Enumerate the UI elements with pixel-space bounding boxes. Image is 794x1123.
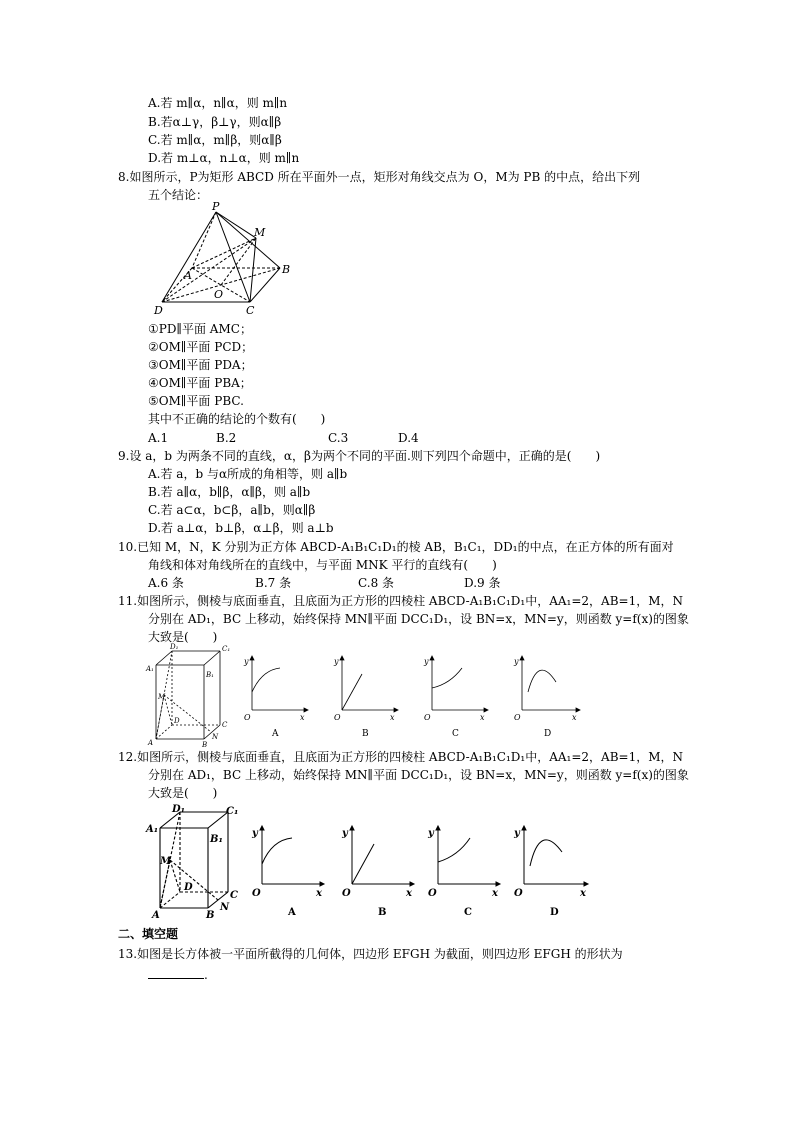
q8-stem-line2: 五个结论： bbox=[148, 188, 209, 202]
q12-graph-c bbox=[424, 822, 504, 920]
q10-option-d: D.9 条 bbox=[464, 576, 501, 590]
q8-stem-line1: 8.如图所示，P为矩形 ABCD 所在平面外一点，矩形对角线交点为 O，M为 PB 的中点，给出下列 bbox=[118, 170, 641, 184]
q10-option-c: C.8 条 bbox=[358, 576, 395, 590]
q12-label-m: M bbox=[160, 856, 172, 867]
q11-stem-line2: 分别在 AD₁，BC 上移动，始终保持 MN∥平面 DCC₁D₁，设 BN=x，MN=y，则函数 y=f(x)的图象 bbox=[148, 612, 689, 626]
q11-prism-figure bbox=[144, 643, 234, 747]
q11-stem-line3: 大致是( ) bbox=[148, 630, 218, 644]
q12-gb-label: B bbox=[378, 907, 387, 918]
q11-ga-label: A bbox=[272, 729, 279, 738]
q12-gd-x: x bbox=[580, 888, 586, 899]
q11-label-d1: D₁ bbox=[170, 643, 179, 651]
q12-label-a1: A₁ bbox=[146, 824, 159, 835]
q7-option-c: C.若 m∥α，m∥β，则α∥β bbox=[148, 133, 282, 147]
q12-gb-y: y bbox=[342, 828, 348, 839]
q12-gd-y: y bbox=[514, 828, 520, 839]
q11-gc-o: O bbox=[424, 713, 431, 722]
q12-gc-y: y bbox=[428, 828, 434, 839]
q11-gd-o: O bbox=[514, 713, 521, 722]
q11-ga-o: O bbox=[244, 713, 251, 722]
q8-option-c: C.3 bbox=[328, 431, 349, 445]
q12-gb-x: x bbox=[406, 888, 412, 899]
q8-conclusion-1: ①PD∥平面 AMC； bbox=[148, 322, 252, 336]
q8-conclusion-3: ③OM∥平面 PDA； bbox=[148, 358, 253, 372]
q12-label-d1: D₁ bbox=[172, 804, 186, 815]
q11-graph-c bbox=[420, 652, 490, 738]
q11-label-a: A bbox=[148, 739, 154, 747]
q12-gd-label: D bbox=[550, 907, 559, 918]
label-d: D bbox=[154, 304, 163, 317]
q10-option-b: B.7 条 bbox=[255, 576, 292, 590]
q13-answer-line bbox=[148, 966, 208, 983]
q11-label-c1: C₁ bbox=[222, 645, 231, 653]
q9-option-a: A.若 a，b 与α所成的角相等，则 a∥b bbox=[148, 467, 348, 481]
q8-option-b: B.2 bbox=[216, 431, 237, 445]
q8-question: 其中不正确的结论的个数有( ) bbox=[148, 412, 326, 426]
q9-option-b: B.若 a∥α，b∥β，α∥β，则 a∥b bbox=[148, 485, 311, 499]
q8-conclusion-4: ④OM∥平面 PBA； bbox=[148, 376, 252, 390]
q8-option-d: D.4 bbox=[398, 431, 419, 445]
q11-gb-y: y bbox=[334, 657, 339, 666]
q7-option-d: D.若 m⊥α，n⊥α，则 m∥n bbox=[148, 151, 300, 165]
q12-graph-b bbox=[338, 822, 418, 920]
q11-gd-label: D bbox=[544, 729, 552, 738]
q13-stem-line1: 13.如图是长方体被一平面所截得的几何体，四边形 EFGH 为截面，则四边形 EFGH 的形状为 bbox=[118, 947, 623, 961]
q12-label-b1: B₁ bbox=[210, 834, 223, 845]
q11-gb-label: B bbox=[362, 729, 369, 738]
q8-conclusion-5: ⑤OM∥平面 PBC. bbox=[148, 394, 244, 408]
q11-gc-x: x bbox=[480, 713, 485, 722]
q11-label-a1: A₁ bbox=[146, 665, 154, 673]
q11-gc-label: C bbox=[452, 729, 459, 738]
q11-graph-d bbox=[510, 652, 582, 738]
q12-stem-line2: 分别在 AD₁，BC 上移动，始终保持 MN∥平面 DCC₁D₁，设 BN=x，MN=y，则函数 y=f(x)的图象 bbox=[148, 768, 689, 782]
q11-label-m: M bbox=[158, 693, 166, 701]
q12-prism-figure bbox=[144, 802, 244, 920]
label-a: A bbox=[184, 269, 192, 282]
q12-graph-d bbox=[510, 822, 592, 920]
q12-gb-o: O bbox=[342, 888, 351, 899]
q12-graph-a bbox=[248, 822, 328, 920]
q10-stem-line2: 角线和体对角线所在的直线中，与平面 MNK 平行的直线有( ) bbox=[148, 558, 497, 572]
q12-label-a: A bbox=[152, 910, 160, 920]
q11-graph-a bbox=[240, 652, 310, 738]
q12-stem-line3: 大致是( ) bbox=[148, 786, 218, 800]
q12-label-d: D bbox=[184, 882, 193, 893]
label-c: C bbox=[246, 304, 255, 317]
q12-label-c: C bbox=[230, 890, 238, 901]
q7-option-b: B.若α⊥γ，β⊥γ，则α∥β bbox=[148, 115, 282, 129]
q11-ga-x: x bbox=[300, 713, 305, 722]
q12-label-c1: C₁ bbox=[226, 806, 239, 817]
q12-gc-o: O bbox=[428, 888, 437, 899]
q7-option-a: A.若 m∥α，n∥α，则 m∥n bbox=[148, 96, 288, 110]
q11-label-b1: B₁ bbox=[206, 671, 214, 679]
label-o: O bbox=[214, 288, 224, 301]
q11-stem-line1: 11.如图所示，侧棱与底面垂直，且底面为正方形的四棱柱 ABCD-A₁B₁C₁D₁中，AA₁=2，AB=1，M，N bbox=[118, 594, 684, 608]
pyramid-figure bbox=[150, 200, 300, 318]
q11-gc-y: y bbox=[424, 657, 429, 666]
label-b: B bbox=[282, 263, 291, 276]
q9-option-c: C.若 a⊂α，b⊂β，a∥b，则α∥β bbox=[148, 503, 316, 517]
q13-period: . bbox=[204, 968, 208, 982]
q11-gb-o: O bbox=[334, 713, 341, 722]
q12-ga-label: A bbox=[288, 907, 296, 918]
q11-label-b: B bbox=[202, 741, 208, 747]
q8-conclusion-2: ②OM∥平面 PCD； bbox=[148, 340, 254, 354]
section-title-fill-blank: 二、填空题 bbox=[118, 927, 179, 941]
q11-gd-y: y bbox=[514, 657, 519, 666]
q12-ga-x: x bbox=[316, 888, 322, 899]
q12-gc-x: x bbox=[492, 888, 498, 899]
q11-gb-x: x bbox=[390, 713, 395, 722]
q12-stem-line1: 12.如图所示，侧棱与底面垂直，且底面为正方形的四棱柱 ABCD-A₁B₁C₁D₁中，AA₁=2，AB=1，M，N bbox=[118, 750, 684, 764]
q12-ga-y: y bbox=[252, 828, 258, 839]
q12-gd-o: O bbox=[514, 888, 523, 899]
q11-ga-y: y bbox=[244, 657, 249, 666]
q13-answer-blank[interactable] bbox=[148, 966, 204, 979]
q12-gc-label: C bbox=[464, 907, 472, 918]
label-m: M bbox=[254, 226, 266, 239]
q9-option-d: D.若 a⊥α，b⊥β，α⊥β，则 a⊥b bbox=[148, 521, 334, 535]
q11-label-n: N bbox=[212, 733, 219, 741]
q12-label-b: B bbox=[206, 910, 215, 920]
q12-label-n: N bbox=[220, 902, 230, 913]
q9-stem: 9.设 a，b 为两条不同的直线，α，β为两个不同的平面.则下列四个命题中，正确的是( ) bbox=[118, 449, 601, 463]
q10-stem-line1: 10.已知 M，N，K 分别为正方体 ABCD-A₁B₁C₁D₁的棱 AB，B₁C₁，DD₁的中点，在正方体的所有面对 bbox=[118, 540, 674, 554]
q10-option-a: A.6 条 bbox=[148, 576, 184, 590]
label-p: P bbox=[212, 200, 220, 213]
q11-label-c: C bbox=[222, 721, 228, 729]
q11-gd-x: x bbox=[572, 713, 577, 722]
q11-label-d: D bbox=[174, 717, 180, 725]
q8-option-a: A.1 bbox=[148, 431, 169, 445]
q11-graph-b bbox=[330, 652, 400, 738]
q12-ga-o: O bbox=[252, 888, 261, 899]
